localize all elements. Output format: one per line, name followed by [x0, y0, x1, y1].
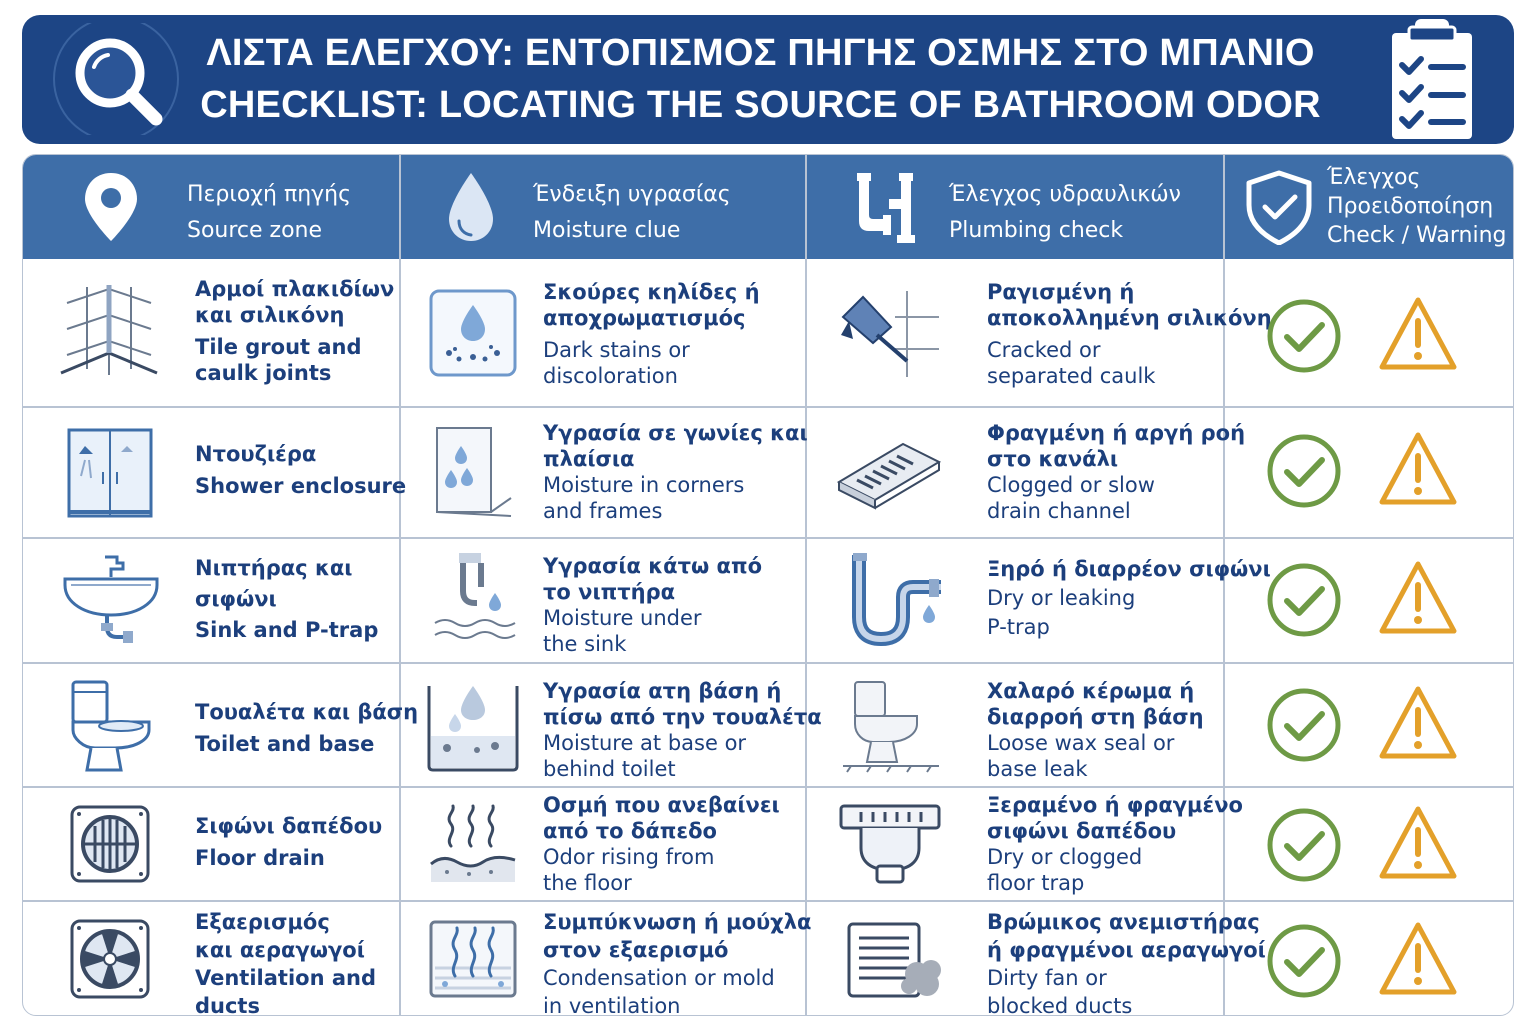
column-header-source-zone — [23, 155, 399, 259]
drain-channel-icon — [833, 436, 943, 512]
table-row — [23, 259, 1513, 406]
water-drop-icon — [431, 169, 511, 245]
shower-enclosure-icon — [65, 426, 155, 520]
status-cell — [1223, 537, 1514, 662]
pipe-icon — [845, 169, 925, 245]
table-row — [23, 537, 1513, 662]
column-header-label: Έλεγχος Προειδοποίηση Check / Warning — [1327, 165, 1507, 248]
source-zone-cell — [23, 662, 419, 786]
plumbing-check-cell — [805, 537, 1271, 662]
moisture-clue-text: Σκούρες κηλίδες ή αποχρωματισμός Dark stains or discoloration — [543, 280, 760, 388]
toilet-icon — [65, 678, 155, 774]
warning-triangle-icon[interactable] — [1377, 295, 1459, 373]
warning-triangle-icon[interactable] — [1377, 559, 1459, 637]
source-zone-text: Ντουζιέρα Shower enclosure — [195, 442, 407, 498]
plumbing-check-cell — [805, 662, 1223, 786]
moisture-clue-text: Υγρασία ατη βάση ή πίσω από την τουαλέτα Moisture at base or behind toilet — [543, 679, 822, 781]
source-zone-text: Εξαερισμός και αεραγωγοί Ventilation and ducts — [195, 910, 376, 1016]
caulk-gun-icon — [835, 287, 945, 381]
moisture-clue-text: Υγρασία σε γωνίες και πλαίσια Moisture in corners and frames — [543, 421, 808, 523]
plumbing-check-text: Χαλαρό κέρωμα ή διαρροή στη βάση Loose wax seal or base leak — [987, 679, 1204, 781]
status-cell — [1223, 786, 1514, 900]
moisture-clue-text: Οσμή που ανεβαίνει από το δάπεδο Odor rising from the floor — [543, 793, 780, 895]
status-cell — [1223, 259, 1514, 406]
title-greek: ΛΙΣΤΑ ΕΛΕΓΧΟΥ: ΕΝΤΟΠΙΣΜΟΣ ΠΗΓΗΣ ΟΣΜΗΣ ΣΤΟ ΜΠΑΝΙΟ — [206, 32, 1315, 74]
table-row — [23, 662, 1513, 786]
column-header-label: Έλεγχος υδραυλικών Plumbing check — [949, 182, 1181, 243]
dirty-grille-icon — [845, 920, 945, 1000]
magnifier-icon — [52, 23, 180, 135]
table-row — [23, 786, 1513, 900]
plumbing-check-text: Βρώμικος ανεμιστήρας ή φραγμένοι αεραγωγοί Dirty fan or blocked ducts — [987, 910, 1266, 1016]
moisture-clue-cell — [399, 406, 808, 537]
warning-triangle-icon[interactable] — [1377, 684, 1459, 762]
banner-titles — [197, 27, 1324, 131]
plumbing-check-text: Ξεραμένο ή φραγμένο σιφώνι δαπέδου Dry or clogged floor trap — [987, 793, 1243, 895]
source-zone-cell — [23, 786, 399, 900]
table-row — [23, 900, 1513, 1016]
moisture-clue-text: Συμπύκνωση ή μούχλα στον εξαερισμό Condensation or mold in ventilation — [543, 910, 812, 1016]
p-trap-icon — [845, 551, 945, 647]
check-circle-icon[interactable] — [1265, 297, 1343, 375]
column-header-label: Ένδειξη υγρασίας Moisture clue — [533, 182, 731, 243]
steam-vent-icon — [427, 918, 519, 1000]
source-zone-cell — [23, 259, 399, 406]
column-header-plumbing-check — [805, 155, 1223, 259]
moisture-clue-text: Υγρασία κάτω από το νιπτήρα Moisture under the sink — [543, 554, 763, 656]
warning-triangle-icon[interactable] — [1377, 920, 1459, 998]
check-circle-icon[interactable] — [1265, 686, 1343, 764]
source-zone-cell — [23, 537, 399, 662]
status-cell — [1223, 900, 1514, 1016]
checklist-table — [22, 154, 1514, 1016]
location-pin-icon — [71, 169, 151, 245]
plumbing-check-cell — [805, 786, 1243, 900]
floor-drain-icon — [69, 804, 151, 884]
moisture-clue-cell — [399, 786, 805, 900]
odor-waves-icon — [429, 802, 517, 886]
clipboard-checklist-icon — [1365, 17, 1475, 143]
column-header-label: Περιοχή πηγής Source zone — [187, 182, 352, 243]
moisture-clue-cell — [399, 259, 805, 406]
under-sink-drip-icon — [431, 551, 523, 647]
floor-trap-icon — [837, 800, 943, 886]
vent-fan-icon — [69, 918, 151, 1000]
title-english: CHECKLIST: LOCATING THE SOURCE OF BATHROOM ODOR — [200, 84, 1321, 126]
source-zone-text: Τουαλέτα και βάση Toilet and base — [195, 700, 419, 756]
plumbing-check-text: Φραγμένη ή αργή ροή στο κανάλι Clogged or slow drain channel — [987, 421, 1246, 523]
floor-puddle-icon — [425, 678, 521, 774]
source-zone-text: Σιφώνι δαπέδου Floor drain — [195, 814, 383, 870]
warning-triangle-icon[interactable] — [1377, 804, 1459, 882]
plumbing-check-text: Ξηρό ή διαρρέον σιφώνι Dry or leaking P-trap — [987, 557, 1271, 639]
plumbing-check-text: Ραγισμένη ή αποκολλημένη σιλικόνη Cracked or separated caulk — [987, 280, 1272, 388]
tile-grid-icon — [57, 283, 161, 381]
check-circle-icon[interactable] — [1265, 561, 1343, 639]
plumbing-check-cell — [805, 900, 1266, 1016]
column-header-moisture-clue — [399, 155, 805, 259]
title-banner — [22, 15, 1514, 144]
toilet-base-icon — [841, 676, 941, 774]
table-header — [23, 155, 1513, 259]
column-header-check-warning — [1223, 155, 1514, 259]
plumbing-check-cell — [805, 259, 1272, 406]
stain-drop-icon — [427, 287, 519, 379]
corner-drops-icon — [431, 424, 515, 520]
check-circle-icon[interactable] — [1265, 806, 1343, 884]
moisture-clue-cell — [399, 662, 822, 786]
table-row — [23, 406, 1513, 537]
check-circle-icon[interactable] — [1265, 922, 1343, 1000]
check-circle-icon[interactable] — [1265, 432, 1343, 510]
shield-check-icon — [1239, 169, 1319, 245]
source-zone-cell — [23, 406, 407, 537]
status-cell — [1223, 406, 1514, 537]
moisture-clue-cell — [399, 900, 812, 1016]
warning-triangle-icon[interactable] — [1377, 430, 1459, 508]
sink-icon — [61, 551, 161, 649]
source-zone-cell — [23, 900, 399, 1016]
moisture-clue-cell — [399, 537, 805, 662]
plumbing-check-cell — [805, 406, 1246, 537]
source-zone-text: Αρμοί πλακιδίων και σιλικόνη Tile grout and caulk joints — [195, 277, 395, 385]
source-zone-text: Νιπτήρας και σιφώνι Sink and P-trap — [195, 556, 379, 642]
status-cell — [1223, 662, 1514, 786]
